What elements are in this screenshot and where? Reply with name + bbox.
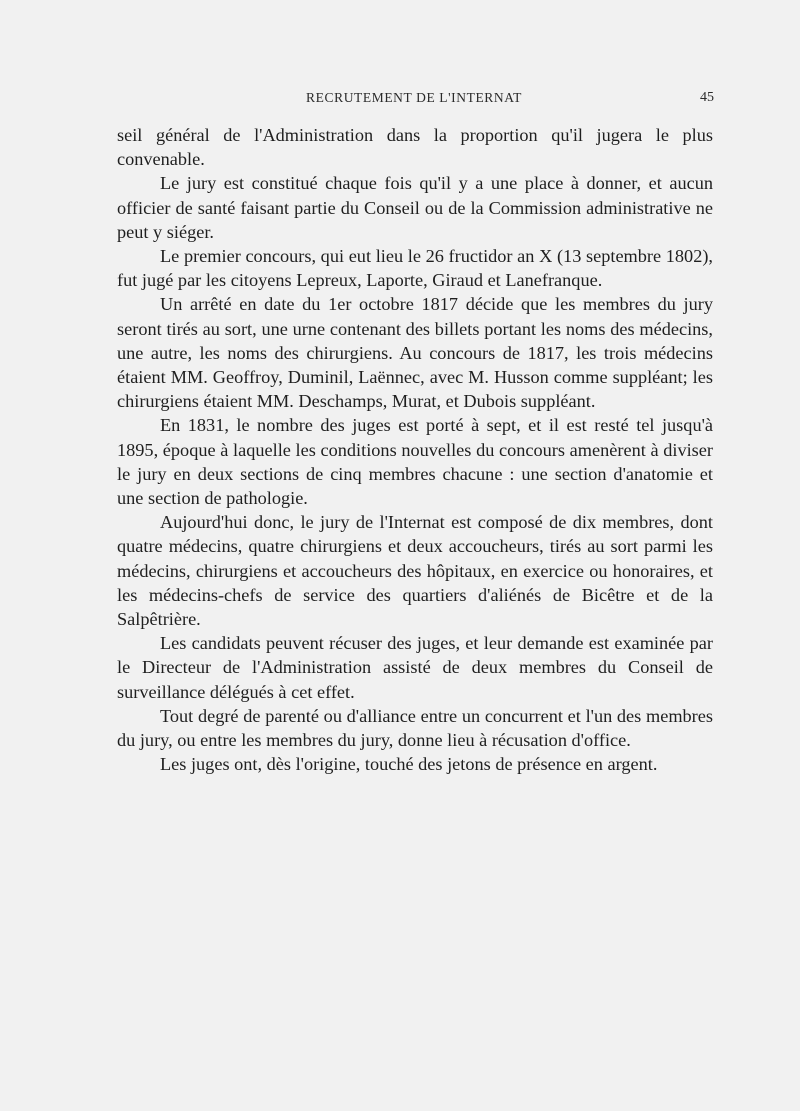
paragraph-jury-composition: Aujourd'hui donc, le jury de l'Internat est composé de dix membres, dont quatre médecins, quatre chirurgiens et deux accoucheurs, tirés au sort parmi les médecins, chirurgiens et accoucheurs des hôpitaux, en exercice ou honoraires, et les médecins-chefs de service des quartiers d'aliénés de Bicêtre et de la Salpêtrière.	[117, 512, 713, 630]
paragraph-jury-constitution: Le jury est constitué chaque fois qu'il y a une place à donner, et aucun officier de santé faisant partie du Conseil ou de la Commission administrative ne peut y siéger.	[117, 173, 713, 242]
body-text	[117, 123, 713, 776]
running-header	[114, 90, 714, 112]
paragraph-recusation: Les candidats peuvent récuser des juges, et leur demande est examinée par le Directeur de l'Administration assisté de deux membres du Conseil de surveillance délégués à cet effet.	[117, 633, 713, 702]
paragraph-1831: En 1831, le nombre des juges est porté à sept, et il est resté tel jusqu'à 1895, époque à laquelle les conditions nouvelles du concours amenèrent à diviser le jury en deux sections de cinq membres chacune : une section d'anatomie et une section de pathologie.	[117, 415, 713, 509]
paragraph-first-concours: Le premier concours, qui eut lieu le 26 fructidor an X (13 septembre 1802), fut jugé par les citoyens Lepreux, Laporte, Giraud et Lanefranque.	[117, 246, 713, 291]
paragraph-jetons: Les juges ont, dès l'origine, touché des jetons de présence en argent.	[160, 754, 658, 775]
paragraph-parente: Tout degré de parenté ou d'alliance entre un concurrent et l'un des membres du jury, ou entre les membres du jury, donne lieu à récusation d'office.	[117, 705, 713, 751]
running-title: RECRUTEMENT DE L'INTERNAT	[306, 90, 522, 105]
paragraph-arrete-1817: Un arrêté en date du 1er octobre 1817 décide que les membres du jury seront tirés au sort, une urne contenant des billets portant les noms des médecins, une autre, les noms des chirurgiens. Au concours de 1817, les trois médecins étaient MM. Geoffroy, Duminil, Laënnec, avec M. Husson comme suppléant; les chirurgiens étaient MM. Deschamps, Murat, et Dubois suppléant.	[117, 294, 713, 412]
paragraph-continuation: seil général de l'Administration dans la proportion qu'il jugera le plus convenable.	[117, 125, 713, 170]
page-number: 45	[700, 90, 714, 105]
